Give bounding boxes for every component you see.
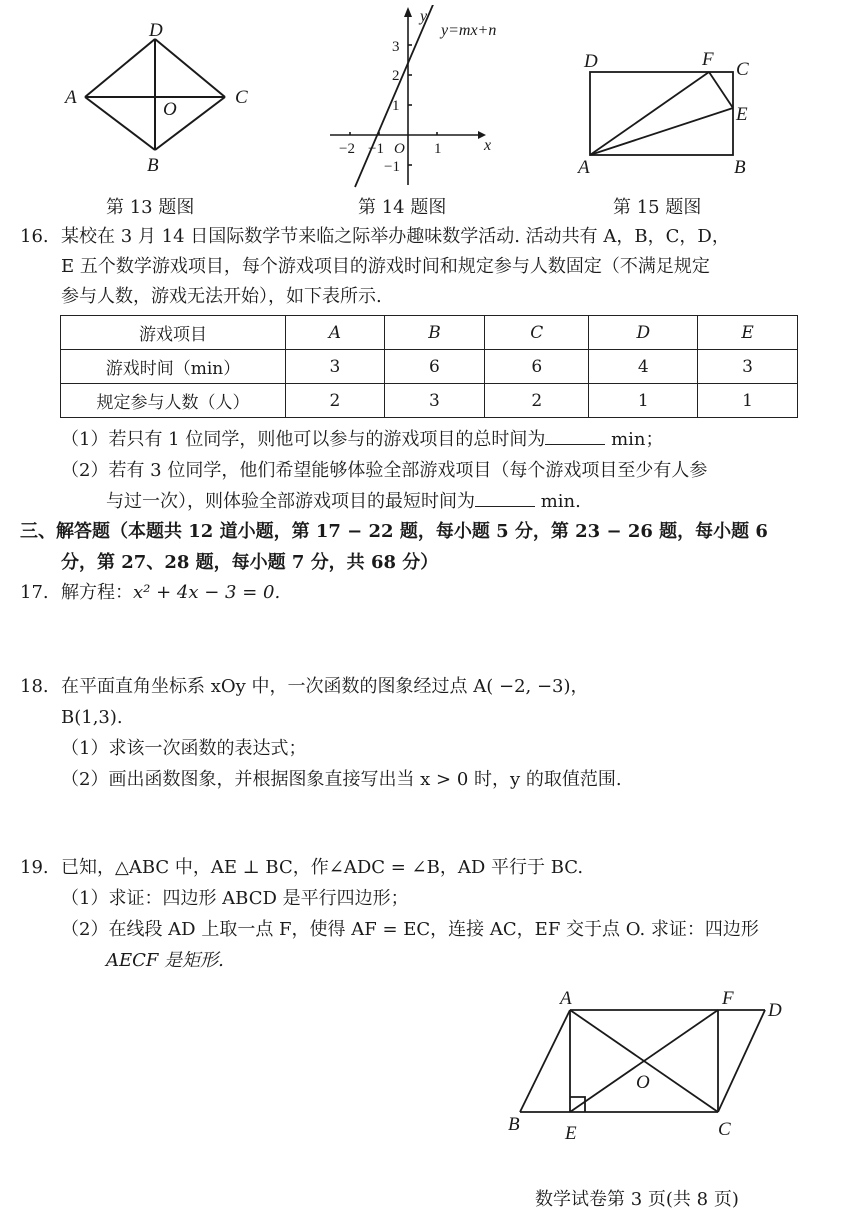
table-cell: C xyxy=(485,316,589,350)
answer-blank xyxy=(475,488,535,507)
table-cell: 3 xyxy=(698,350,798,384)
q19-sub1: （1）求证：四边形 ABCD 是平行四边形； xyxy=(61,888,409,909)
tick-x-neg1: −1 xyxy=(368,141,384,157)
table-cell: B xyxy=(384,316,484,350)
section3-line2: 分，第 27、28 题，每小题 7 分，共 68 分） xyxy=(61,552,439,573)
table-row xyxy=(61,384,798,418)
q17-line xyxy=(61,578,280,608)
q16-sub1 xyxy=(61,425,664,455)
label-o: O xyxy=(636,1072,650,1093)
figure-15-rectangle xyxy=(570,40,760,185)
label-a: A xyxy=(65,87,77,108)
table-cell: 1 xyxy=(698,384,798,418)
tick-y-neg1: −1 xyxy=(384,159,400,175)
q16-sub2-text: 与过一次），则体验全部游戏项目的最短时间为 xyxy=(106,491,475,512)
game-table xyxy=(60,315,798,418)
q17-number: 17. xyxy=(20,582,49,603)
table-cell: 2 xyxy=(485,384,589,418)
answer-blank xyxy=(545,426,605,445)
label-d: D xyxy=(768,1000,782,1021)
figure-13-rhombus xyxy=(55,15,265,200)
caption-fig13: 第 13 题图 xyxy=(106,197,195,218)
q19-sub2-line2: AECF 是矩形. xyxy=(106,950,224,971)
table-cell: 2 xyxy=(286,384,385,418)
axis-y-label: y xyxy=(420,8,428,25)
q17-text: 解方程： xyxy=(61,582,133,603)
q18-number: 18. xyxy=(20,676,49,697)
figure-14-graph xyxy=(330,5,520,190)
tick-x-1: 1 xyxy=(434,141,442,157)
q16-sub2-line2 xyxy=(106,487,581,517)
axis-x-label: x xyxy=(484,137,492,154)
table-cell: A xyxy=(286,316,385,350)
table-cell: 6 xyxy=(485,350,589,384)
label-f: F xyxy=(702,49,714,70)
q16-sub2-unit: min. xyxy=(540,491,581,512)
table-cell: 3 xyxy=(384,384,484,418)
table-cell: D xyxy=(589,316,698,350)
q17-equation: x² + 4x − 3 = 0. xyxy=(133,582,281,603)
label-a: A xyxy=(578,157,590,178)
table-cell: 3 xyxy=(286,350,385,384)
tick-y-2: 2 xyxy=(392,68,400,84)
q16-line2: E 五个数学游戏项目，每个游戏项目的游戏时间和规定参与人数固定（不满足规定 xyxy=(61,256,710,277)
tick-y-3: 3 xyxy=(392,39,400,55)
function-label: y=mx+n xyxy=(441,22,497,39)
q19-line1: 已知，△ABC 中，AE ⊥ BC，作∠ADC = ∠B，AD 平行于 BC. xyxy=(61,857,584,878)
label-d: D xyxy=(149,20,163,41)
q18-sub2: （2）画出函数图象，并根据图象直接写出当 x > 0 时，y 的取值范围. xyxy=(61,769,622,790)
q19-sub2-line1: （2）在线段 AD 上取一点 F，使得 AF = EC，连接 AC，EF 交于点 O. 求证：四边形 xyxy=(61,919,759,940)
label-c: C xyxy=(718,1119,731,1140)
label-d: D xyxy=(584,51,598,72)
table-cell: 游戏项目 xyxy=(61,316,286,350)
table-cell: 规定参与人数（人） xyxy=(61,384,286,418)
q16-number: 16. xyxy=(20,226,49,247)
figure-19-parallelogram xyxy=(500,980,800,1150)
q16-line3: 参与人数，游戏无法开始），如下表所示. xyxy=(61,286,382,307)
caption-fig15: 第 15 题图 xyxy=(613,197,702,218)
table-cell: E xyxy=(698,316,798,350)
q18-sub1: （1）求该一次函数的表达式； xyxy=(61,738,307,759)
label-o: O xyxy=(163,99,177,120)
label-b: B xyxy=(147,155,159,176)
table-cell: 游戏时间（min） xyxy=(61,350,286,384)
label-b: B xyxy=(734,157,746,178)
q18-line1: 在平面直角坐标系 xOy 中，一次函数的图象经过点 A( −2, −3)， xyxy=(61,676,589,697)
label-e: E xyxy=(736,104,748,125)
q19-number: 19. xyxy=(20,857,49,878)
label-c: C xyxy=(235,87,248,108)
label-e: E xyxy=(565,1123,577,1144)
q16-sub1-text: （1）若只有 1 位同学，则他可以参与的游戏项目的总时间为 xyxy=(61,429,546,450)
q16-line1: 某校在 3 月 14 日国际数学节来临之际举办趣味数学活动. 活动共有 A，B，C，D， xyxy=(61,226,730,247)
table-cell: 6 xyxy=(384,350,484,384)
tick-y-1: 1 xyxy=(392,98,400,114)
caption-fig14: 第 14 题图 xyxy=(358,197,447,218)
table-cell: 4 xyxy=(589,350,698,384)
table-row xyxy=(61,316,798,350)
table-cell: 1 xyxy=(589,384,698,418)
q16-sub1-unit: min； xyxy=(611,429,664,450)
q16-sub2-line1: （2）若有 3 位同学，他们希望能够体验全部游戏项目（每个游戏项目至少有人参 xyxy=(61,460,708,481)
tick-x-neg2: −2 xyxy=(339,141,355,157)
section3-line1: 三、解答题（本题共 12 道小题，第 17 − 22 题，每小题 5 分，第 23 − 26 题，每小题 6 xyxy=(20,521,768,542)
label-c: C xyxy=(736,59,749,80)
page-footer: 数学试卷第 3 页(共 8 页) xyxy=(535,1189,739,1210)
label-f: F xyxy=(722,988,734,1009)
label-b: B xyxy=(508,1114,520,1135)
q18-line2: B(1,3). xyxy=(61,707,123,728)
origin-label: O xyxy=(394,141,405,157)
table-row xyxy=(61,350,798,384)
label-a: A xyxy=(560,988,572,1009)
